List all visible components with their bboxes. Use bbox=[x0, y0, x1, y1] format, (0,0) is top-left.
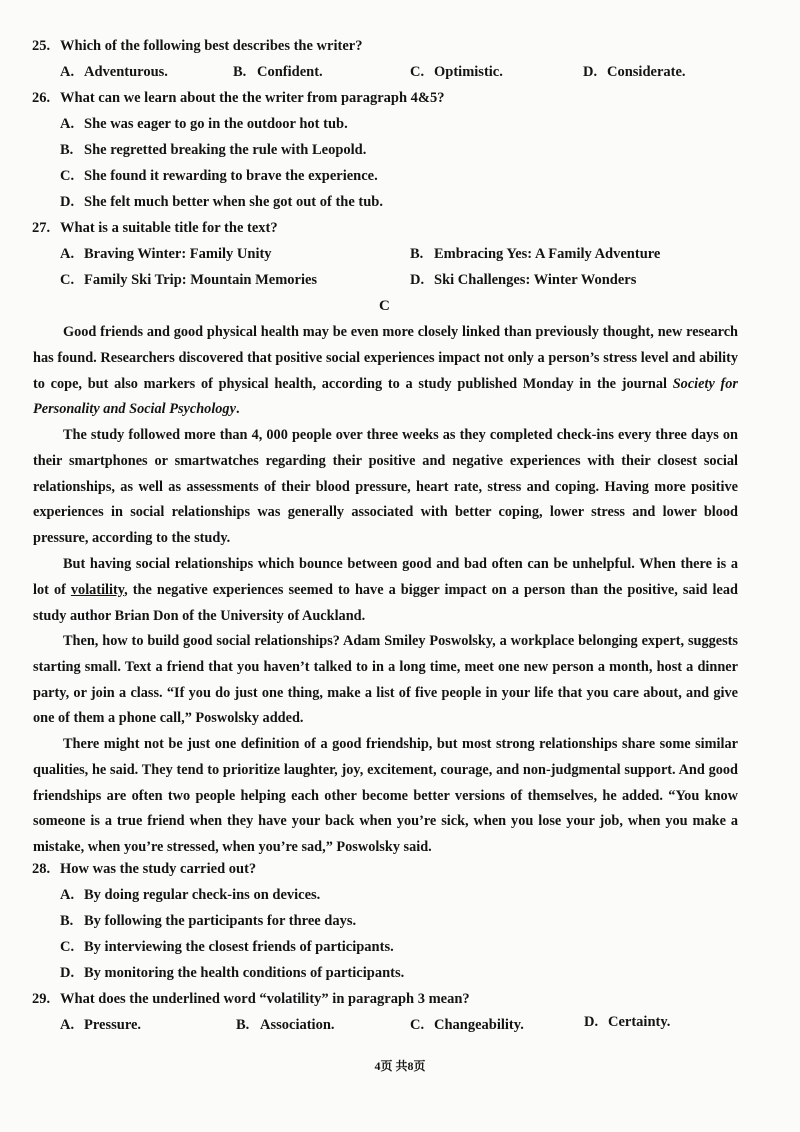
question-29 bbox=[32, 991, 470, 1008]
option-29a: A. Pressure. bbox=[60, 1017, 142, 1033]
question-28 bbox=[32, 861, 256, 878]
paragraph-2: The study followed more than 4, 000 people over three weeks as they completed check-ins every three days on their smartphones or smartwatches regarding their positive and negative experiences with their closest social relationships, as well as assessments of their blood pressure, heart rate, stress and coping. Having more positive experiences in social relationships was generally associated with better coping, lower stress and lower blood pressure, according to the study. bbox=[33, 427, 738, 547]
question-number: 25. bbox=[32, 38, 51, 54]
section-label: C bbox=[379, 298, 390, 314]
question-number: 27. bbox=[32, 220, 51, 236]
question-stem: What is a suitable title for the text? bbox=[60, 220, 278, 236]
question-25 bbox=[32, 38, 362, 55]
page-footer: 4页 共8页 bbox=[374, 1059, 426, 1073]
question-stem: What can we learn about the the writer from paragraph 4&5? bbox=[60, 90, 445, 106]
option-25a: A. Adventurous. bbox=[60, 64, 168, 80]
question-stem: What does the underlined word “volatility” in paragraph 3 mean? bbox=[60, 991, 470, 1007]
journal-name: Society for Personality and Social Psychology bbox=[33, 375, 738, 418]
question-27 bbox=[32, 220, 278, 237]
option-26c: C. She found it rewarding to brave the experience. bbox=[60, 168, 378, 184]
question-number: 28. bbox=[32, 861, 51, 877]
paragraph-4: Then, how to build good social relationships? Adam Smiley Poswolsky, a workplace belonging expert, suggests starting small. Text a friend that you haven’t talked to in a long time, meet one new person a month, host a dinner party, or join a class. “If you do just one thing, make a list of five people in your life that you care about, and give one of them a phone call,” Poswolsky added. bbox=[33, 633, 738, 727]
option-25b: B. Confident. bbox=[233, 64, 323, 80]
paragraph-1: Good friends and good physical health may be even more closely linked than previously thought, new research has found. Researchers discovered that positive social experiences impact not only a person’s stress level and ability to cope, but also markers of physical health, according to a study published Monday in the journal Society for Personality and Social Psychology. bbox=[33, 324, 738, 418]
question-number: 29. bbox=[32, 991, 51, 1007]
option-28d: D. By monitoring the health conditions of participants. bbox=[60, 965, 405, 981]
option-29d: D. Certainty. bbox=[584, 1014, 671, 1030]
option-27b: B. Embracing Yes: A Family Adventure bbox=[410, 246, 661, 262]
option-26a: A. She was eager to go in the outdoor hot tub. bbox=[60, 116, 348, 132]
paragraph-5: There might not be just one definition of a good friendship, but most strong relationships share some similar qualities, he said. They tend to prioritize laughter, joy, excitement, courage, and non-judgmental support. And good friendships are often two people helping each other become better versions of themselves, he added. “You know someone is a true friend when they have your back when you’re sick, when you lose your job, when you make a mistake, when you’re stressed, when you’re sad,” Poswolsky said. bbox=[33, 736, 738, 856]
option-25d: D. Considerate. bbox=[583, 64, 686, 80]
option-28a: A. By doing regular check-ins on devices. bbox=[60, 887, 321, 903]
option-27c: C. Family Ski Trip: Mountain Memories bbox=[60, 272, 318, 288]
option-27a: A. Braving Winter: Family Unity bbox=[60, 246, 272, 262]
paragraph-3: But having social relationships which bounce between good and bad often can be unhelpful. When there is a lot of volatility, the negative experiences seemed to have a bigger impact on a person than the positive, said lead study author Brian Don of the University of Auckland. bbox=[33, 556, 738, 624]
underlined-word: volatility bbox=[70, 581, 125, 598]
option-26d: D. She felt much better when she got out of the tub. bbox=[60, 194, 383, 210]
question-stem: How was the study carried out? bbox=[60, 861, 257, 877]
option-29c: C. Changeability. bbox=[410, 1017, 524, 1033]
option-28c: C. By interviewing the closest friends of participants. bbox=[60, 939, 394, 955]
question-26 bbox=[32, 90, 444, 107]
option-29b: B. Association. bbox=[236, 1017, 335, 1033]
option-25c: C. Optimistic. bbox=[410, 64, 503, 80]
option-27d: D. Ski Challenges: Winter Wonders bbox=[410, 272, 637, 288]
question-number: 26. bbox=[32, 90, 51, 106]
question-stem: Which of the following best describes the writer? bbox=[60, 38, 363, 54]
option-26b: B. She regretted breaking the rule with Leopold. bbox=[60, 142, 367, 158]
option-28b: B. By following the participants for three days. bbox=[60, 913, 357, 929]
